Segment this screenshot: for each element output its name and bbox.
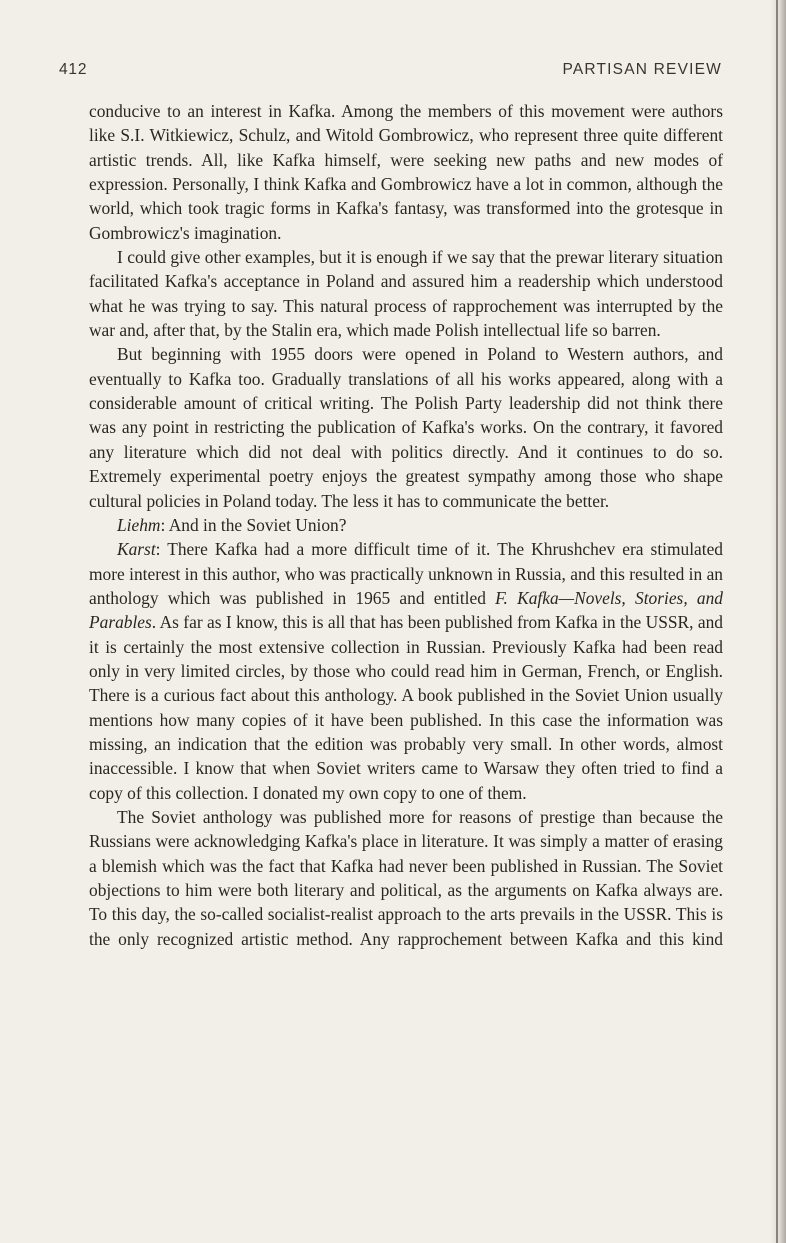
anthology-title: F. Kafka—Novels, Stories, and Parables [89, 587, 723, 633]
page-edge-shadow [770, 0, 786, 1243]
binding-line [776, 0, 778, 1243]
paragraph-5-text-b: . As far as I know, this is all that has been published from Kafka in the USSR, and it is certainly the most extensive collection in Russian. Previously Kafka had been read only in very limited circles, by those who could read him in German, French, or English. There is a curious fact about this anthology. A book published in the Soviet Union usually mentions how many copies of it have been published. In this case the information was missing, an indication that the edition was probably very small. In other words, almost inaccessible. I know that when Soviet writers came to Warsaw they often tried to find a copy of this collection. I donated my own copy to one of them. [89, 612, 723, 803]
body-text [89, 99, 723, 951]
running-head: PARTISAN REVIEW [562, 61, 722, 78]
paragraph-1: conducive to an interest in Kafka. Among the members of this movement were authors like S.I. Witkiewicz, Schulz, and Witold Gombrowicz, who represent three quite different artistic trends. All, like Kafka himself, were seeking new paths and new modes of expression. Personally, I think Kafka and Gombrowicz have a lot in common, although the world, which took tragic forms in Kafka's fantasy, was transformed into the grotesque in Gombrowicz's imagination. [89, 101, 723, 243]
paragraph-3: But beginning with 1955 doors were opened in Poland to Western authors, and eventually to Kafka too. Gradually translations of all his works appeared, along with a considerable amount of critical writing. The Polish Party leadership did not think there was any point in restricting the publication of Kafka's works. On the contrary, it favored any literature which did not deal with politics directly. And it continues to do so. Extremely experimental poetry enjoys the greatest sympathy among those who shape cultural policies in Poland today. The less it has to communicate the better. [89, 344, 723, 511]
paragraph-4-text: : And in the Soviet Union? [160, 514, 347, 535]
page-number: 412 [59, 61, 88, 78]
paragraph-6: The Soviet anthology was published more for reasons of prestige than because the Russians were acknowledging Kafka's place in literature. It was simply a matter of erasing a blemish which was the fact that Kafka had never been published in Russian. The Soviet objections to him were both literary and political, as the arguments on Kafka always are. To this day, the so-called socialist-realist approach to the arts prevails in the USSR. This is the only recognized artistic method. Any rapprochement between Kafka and this kind [89, 806, 723, 949]
paragraph-4 [89, 513, 723, 537]
speaker-karst: Karst [117, 539, 156, 560]
page-header [59, 58, 722, 82]
paragraph-2: I could give other examples, but it is enough if we say that the prewar literary situation facilitated Kafka's acceptance in Poland and assured him a readership which understood what he was trying to say. This natural process of rapprochement was interrupted by the war and, after that, by the Stalin era, which made Polish intellectual life so barren. [89, 247, 723, 341]
paragraph-5 [89, 537, 723, 805]
paragraph-5-text-a: : There Kafka had a more difficult time of it. The Khrushchev era stimulated more interest in this author, who was practically unknown in Russia, and this resulted in an anthology which was published in 1965 and entitled [89, 539, 723, 608]
speaker-liehm: Liehm [117, 514, 161, 535]
